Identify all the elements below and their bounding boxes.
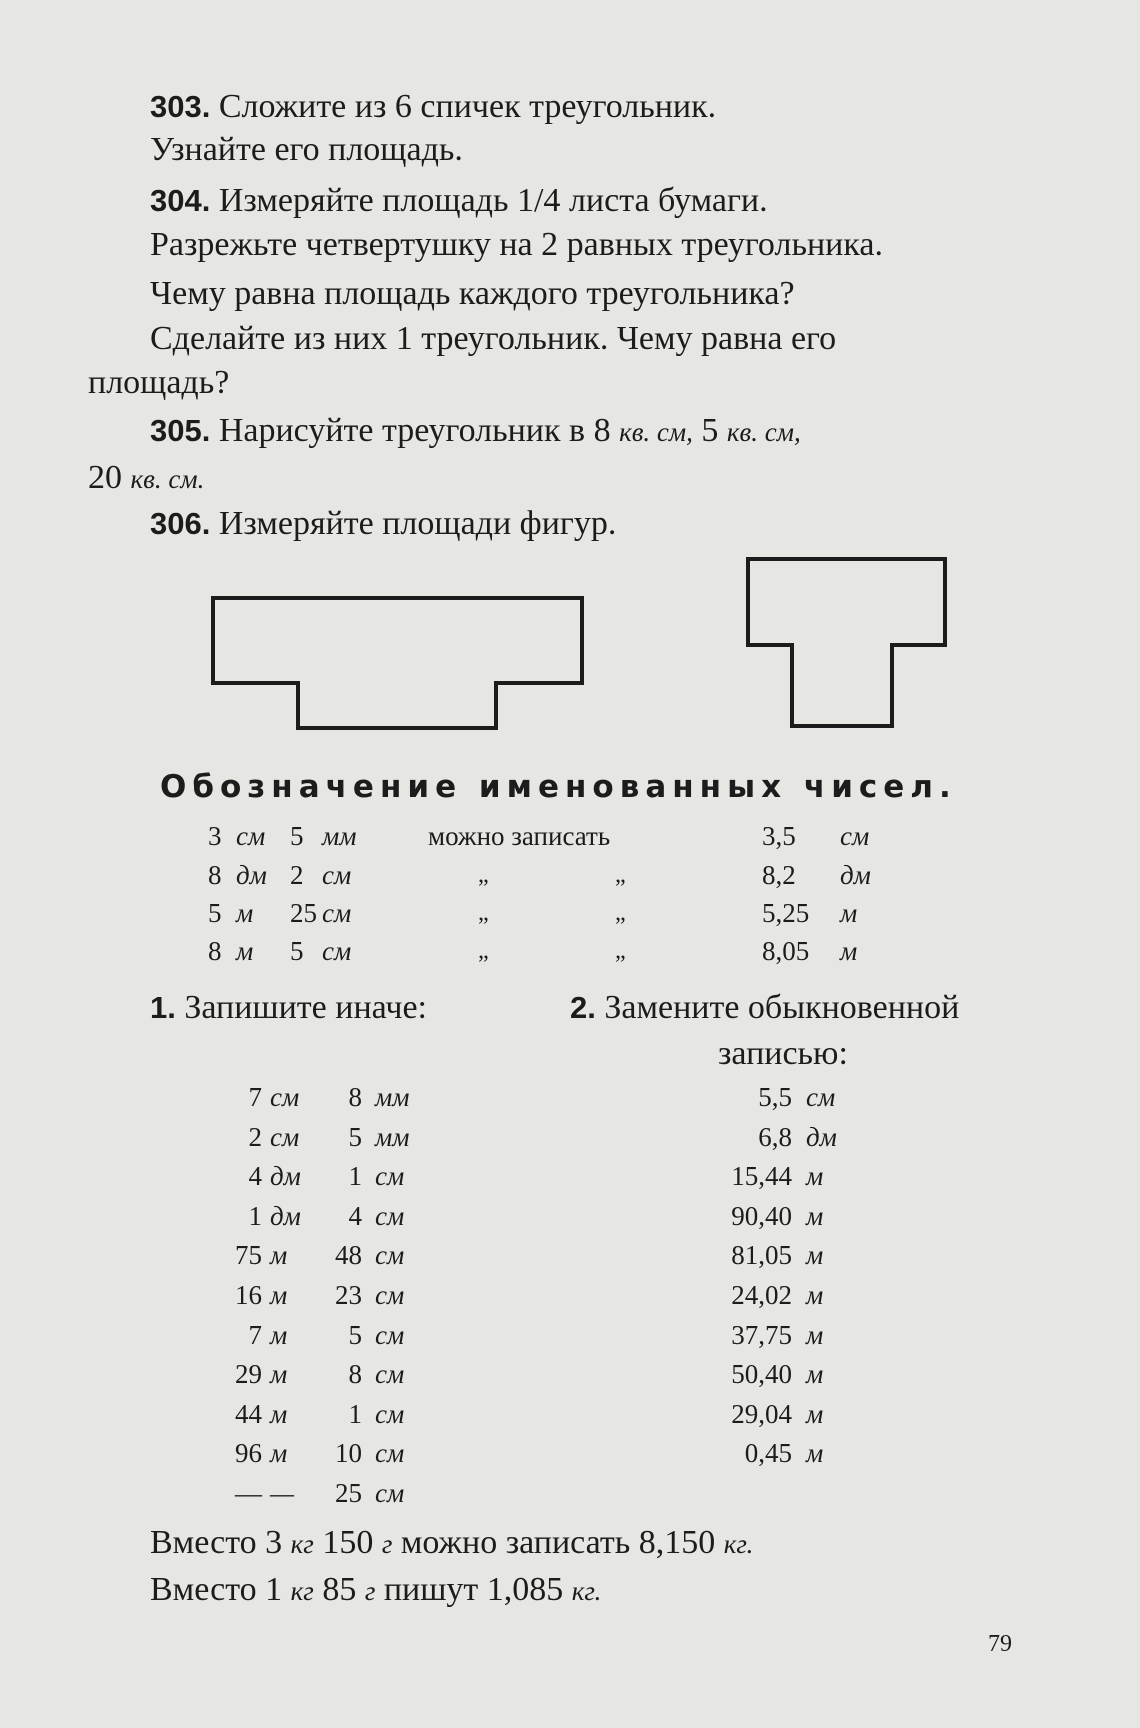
problem-text: Измеряйте площадь — [218, 182, 517, 219]
footer-text: 85 — [313, 1571, 365, 1608]
list-unit: мм — [375, 1121, 410, 1152]
list-unit: см — [375, 1359, 405, 1390]
footer-text: Вместо 3 — [150, 1524, 291, 1561]
list-decimal: 15,44 — [731, 1161, 792, 1192]
list-value: 96 — [235, 1438, 262, 1469]
footer-text: можно записать 8,150 — [392, 1524, 724, 1561]
list-unit: дм — [270, 1200, 301, 1231]
list-value: 5 — [348, 1319, 362, 1350]
list-unit: см — [375, 1398, 405, 1429]
notation-phrase: можно записать — [428, 821, 611, 851]
notation-decimal: 8,2 — [762, 860, 796, 890]
list-unit: м — [806, 1240, 824, 1271]
problem-number: 306. — [150, 506, 211, 541]
list-unit: см — [806, 1082, 836, 1112]
problem-text: Сложите из 6 спичек треугольник. — [218, 88, 717, 125]
section-title: Обозначение именованных чисел. — [160, 769, 957, 805]
list-unit: м — [806, 1398, 824, 1429]
list-decimal: 0,45 — [744, 1438, 792, 1469]
problem-text: 5 — [692, 412, 727, 449]
exercise-2-header-cont: записью: — [718, 1035, 848, 1072]
list-value: 48 — [335, 1240, 362, 1271]
list-value: 1 — [348, 1398, 362, 1429]
figure-tall-t-shape — [748, 559, 945, 726]
list-unit: см — [270, 1121, 300, 1152]
problem-303-line2: Узнайте его площадь. — [150, 131, 463, 168]
list-unit: м — [806, 1200, 824, 1231]
notation-unit: мм — [322, 821, 357, 851]
list-value: 1 — [248, 1200, 262, 1231]
ditto-mark: „ — [615, 862, 626, 888]
notation-value: 8 — [208, 936, 222, 966]
list-unit: м — [270, 1280, 288, 1310]
list-unit: м — [806, 1161, 824, 1192]
list-value: 4 — [248, 1161, 262, 1192]
list-value: 75 — [235, 1240, 262, 1271]
list-value: 16 — [235, 1280, 262, 1310]
list-value: 1 — [348, 1161, 362, 1192]
list-unit: см — [375, 1161, 405, 1192]
list-decimal: 90,40 — [731, 1200, 792, 1231]
list-unit: м — [806, 1280, 824, 1310]
list-decimal: 6,8 — [758, 1121, 792, 1152]
exercise-label: Замените обыкновенной — [604, 989, 960, 1026]
list-unit: мм — [375, 1082, 410, 1112]
problem-number: 304. — [150, 183, 211, 218]
unit: кв. см. — [130, 464, 205, 494]
notation-decimal: 5,25 — [762, 898, 810, 928]
unit: кг — [290, 1529, 314, 1559]
problem-text: 20 — [88, 459, 131, 496]
notation-value: 5 — [208, 898, 222, 928]
notation-unit: м — [840, 936, 858, 966]
ditto-mark: „ — [615, 900, 626, 926]
list-unit: см — [375, 1478, 405, 1508]
ditto-mark: „ — [478, 900, 489, 926]
notation-decimal: 3,5 — [762, 821, 796, 851]
list-value: 8 — [348, 1359, 362, 1390]
list-value: 7 — [248, 1319, 262, 1350]
problem-text: листа бумаги. — [560, 182, 768, 219]
notation-unit: дм — [236, 860, 267, 890]
notation-value: 5 — [290, 936, 304, 966]
list-unit: см — [270, 1082, 300, 1112]
list-value: 4 — [348, 1200, 362, 1231]
exercise-label: Запишите иначе: — [184, 989, 428, 1026]
list-decimal: 81,05 — [731, 1240, 792, 1271]
ditto-mark: „ — [478, 862, 489, 888]
notation-unit: см — [840, 821, 870, 851]
list-unit: см — [375, 1200, 405, 1231]
list-decimal: 50,40 — [731, 1359, 792, 1390]
problem-304-line5: площадь? — [88, 364, 230, 401]
page-number: 79 — [988, 1631, 1012, 1657]
notation-unit: м — [236, 898, 254, 928]
problem-text: Измеряйте площади фигур. — [218, 505, 617, 542]
list-decimal: 29,04 — [731, 1398, 792, 1429]
exercise-1-header — [150, 991, 427, 1025]
list-unit: дм — [806, 1121, 837, 1152]
list-value: — — [235, 1478, 262, 1508]
problem-304-line4: Сделайте из них 1 треугольник. Чему равна его — [150, 320, 837, 357]
problem-text: Нарисуйте треугольник в 8 — [218, 412, 620, 449]
problem-number: 305. — [150, 413, 211, 448]
list-value: 2 — [248, 1121, 262, 1152]
notation-decimal: 8,05 — [762, 936, 810, 966]
notation-value: 5 — [290, 821, 304, 851]
problem-304-line2: Разрежьте четвертушку на 2 равных треугольника. — [150, 226, 883, 263]
unit: кг. — [723, 1529, 754, 1559]
notation-unit: м — [236, 936, 254, 966]
list-unit: см — [375, 1280, 405, 1310]
list-value: 7 — [248, 1082, 262, 1112]
list-value: 10 — [335, 1438, 362, 1469]
notation-unit: дм — [840, 860, 871, 890]
footer-text: 150 — [313, 1524, 382, 1561]
list-unit: м — [806, 1438, 824, 1469]
notation-unit: см — [322, 898, 352, 928]
list-unit: м — [806, 1319, 824, 1350]
footer-line-2 — [150, 1573, 601, 1607]
problem-number: 303. — [150, 89, 211, 124]
list-decimal: 24,02 — [731, 1280, 792, 1310]
list-value: 25 — [335, 1478, 362, 1508]
exercise-number: 1. — [150, 990, 176, 1025]
list-unit: дм — [270, 1161, 301, 1192]
exercise-number: 2. — [570, 990, 596, 1025]
unit: кг. — [571, 1576, 602, 1606]
list-unit: м — [270, 1240, 288, 1271]
footer-text: пишут 1,085 — [375, 1571, 572, 1608]
list-value: 5 — [348, 1121, 362, 1152]
notation-unit: см — [322, 860, 352, 890]
list-unit: м — [270, 1398, 288, 1429]
unit: г — [364, 1576, 376, 1606]
list-value: 29 — [235, 1359, 262, 1390]
unit: кв. см, — [726, 417, 801, 447]
list-decimal: 37,75 — [731, 1319, 792, 1350]
notation-value: 8 — [208, 860, 222, 890]
list-unit: — — [270, 1478, 295, 1508]
unit: кв. см, — [619, 417, 693, 447]
unit: г — [381, 1529, 393, 1559]
ditto-mark: „ — [478, 938, 489, 964]
notation-unit: м — [840, 898, 858, 928]
footer-line-1 — [150, 1526, 753, 1560]
exercise-2-header — [570, 991, 959, 1025]
list-value: 44 — [235, 1398, 262, 1429]
figure-wide-t-shape — [213, 598, 582, 728]
list-unit: м — [806, 1359, 824, 1390]
ditto-mark: „ — [615, 938, 626, 964]
list-value: 8 — [348, 1082, 362, 1112]
fraction: 1/4 — [516, 182, 561, 219]
list-unit: м — [270, 1438, 288, 1469]
notation-value: 25 — [290, 898, 317, 928]
unit: кг — [290, 1576, 314, 1606]
list-unit: м — [270, 1319, 288, 1350]
list-unit: см — [375, 1438, 405, 1469]
notation-value: 2 — [290, 860, 304, 890]
footer-text: Вместо 1 — [150, 1571, 291, 1608]
notation-unit: см — [322, 936, 352, 966]
list-unit: м — [270, 1359, 288, 1390]
list-value: 23 — [335, 1280, 362, 1310]
list-unit: см — [375, 1319, 405, 1350]
list-decimal: 5,5 — [758, 1082, 792, 1112]
notation-unit: см — [236, 821, 266, 851]
problem-304-line3: Чему равна площадь каждого треугольника? — [150, 275, 795, 312]
notation-value: 3 — [208, 821, 222, 851]
list-unit: см — [375, 1240, 405, 1271]
